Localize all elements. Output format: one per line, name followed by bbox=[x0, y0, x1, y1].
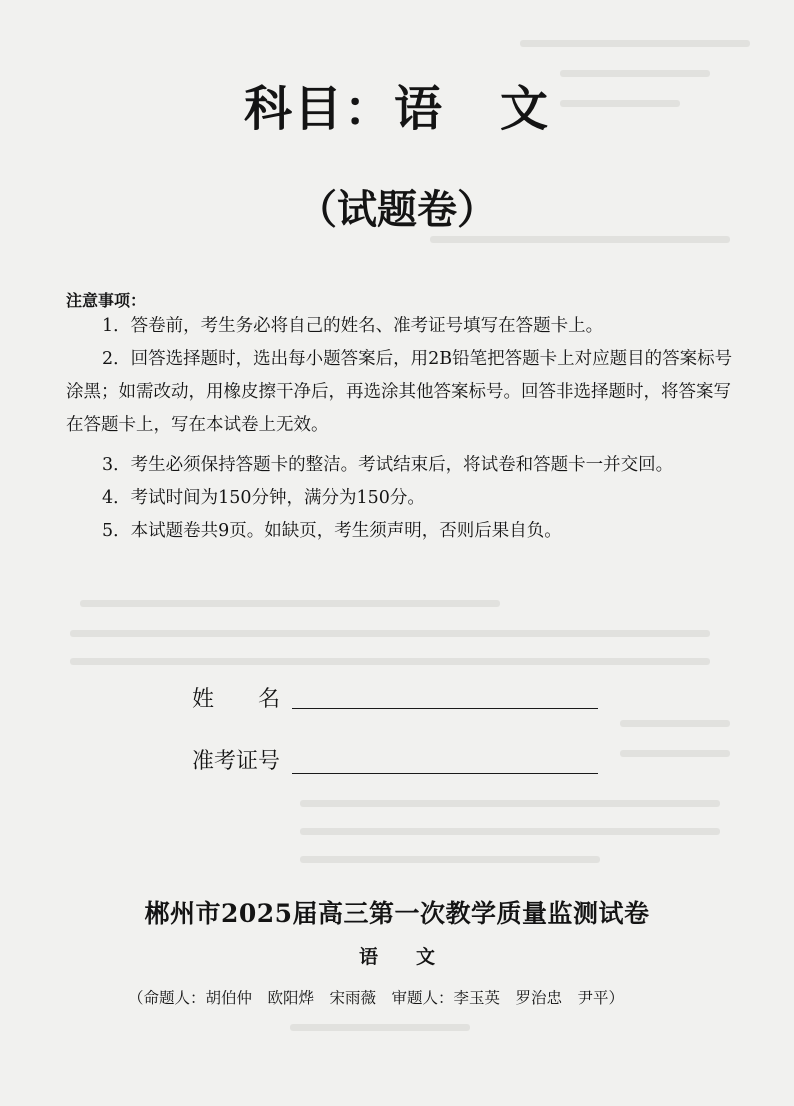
authors-line: （命题人：胡伯仲 欧阳烨 宋雨薇 审题人：李玉英 罗治忠 尹平） bbox=[128, 989, 625, 1007]
name-underline[interactable] bbox=[292, 708, 598, 709]
show-through-mark bbox=[70, 630, 710, 637]
name-label: 姓 名 bbox=[192, 687, 281, 712]
show-through-mark bbox=[70, 658, 710, 665]
exam-id-label: 准考证号 bbox=[192, 749, 281, 774]
notice-item-5: 5．本试题卷共9页。如缺页，考生须声明，否则后果自负。 bbox=[102, 521, 562, 541]
show-through-mark bbox=[430, 236, 730, 243]
notice-title: 注意事项： bbox=[66, 291, 147, 310]
show-through-mark bbox=[620, 720, 730, 727]
show-through-mark bbox=[300, 856, 600, 863]
show-through-mark bbox=[520, 40, 750, 47]
show-through-mark bbox=[300, 828, 720, 835]
subject-header bbox=[0, 70, 794, 139]
notice-item-3: 3．考生必须保持答题卡的整洁。考试结束后，将试卷和答题卡一并交回。 bbox=[102, 455, 674, 475]
exam-title: 郴州市2025届高三第一次教学质量监测试卷 bbox=[144, 899, 650, 928]
show-through-mark bbox=[300, 800, 720, 807]
notice-item-4: 4．考试时间为150分钟，满分为150分。 bbox=[102, 488, 425, 508]
notice-item-1: 1．答卷前，考生务必将自己的姓名、准考证号填写在答题卡上。 bbox=[102, 316, 604, 336]
show-through-mark bbox=[620, 750, 730, 757]
subject-char-1: 语 bbox=[393, 81, 444, 137]
paper-type: （试题卷） bbox=[297, 187, 497, 233]
notice-item-2: 2．回答选择题时，选出每小题答案后，用2B铅笔把答题卡上对应题目的答案标号涂黑；如需改动，用橡皮擦干净后，再选涂其他答案标号。回答非选择题时，将答案写在答题卡上，写在本试卷上无效。 bbox=[66, 349, 733, 435]
exam-subject: 语 文 bbox=[358, 946, 435, 968]
show-through-mark bbox=[290, 1024, 470, 1031]
subject-char-2: 文 bbox=[500, 81, 551, 137]
exam-id-underline[interactable] bbox=[292, 773, 598, 774]
show-through-mark bbox=[80, 600, 500, 607]
subject-prefix: 科目： bbox=[243, 81, 394, 137]
